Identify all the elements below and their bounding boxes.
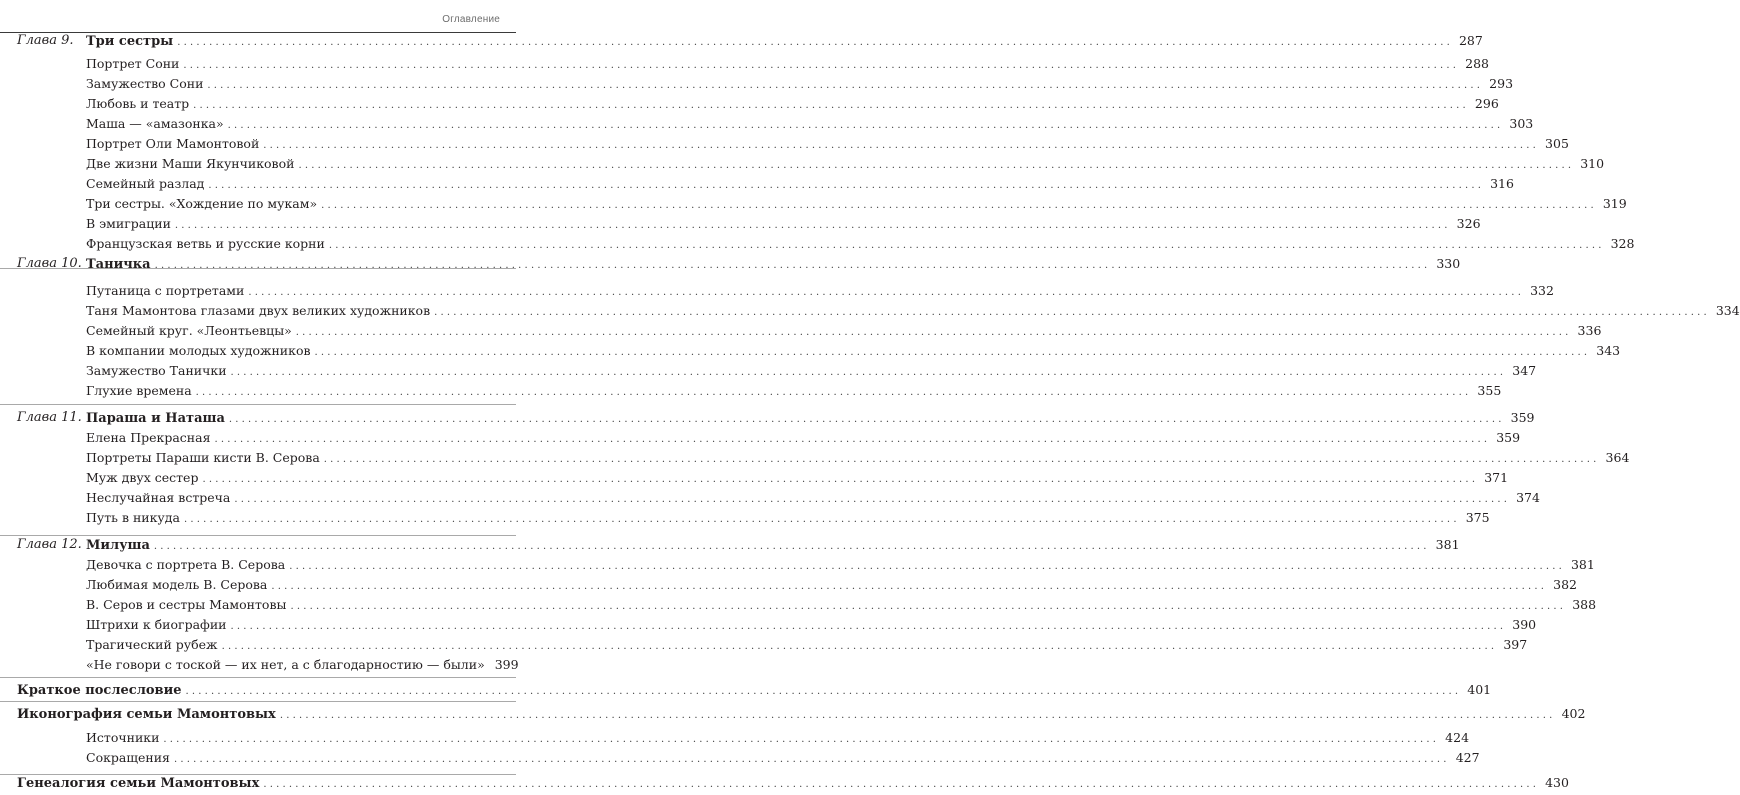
page-number: 326 [1456,216,1481,231]
toc-line [86,655,519,675]
page-number: 374 [1516,490,1540,505]
dot-leader: ........................................................................................................................................................................................................ [202,474,1479,485]
page-number: 305 [1545,136,1569,151]
toc-title: Трагический рубеж [86,637,218,652]
toc-line [17,773,1569,793]
toc-line [86,74,1514,94]
toc-title: Краткое послесловие [17,683,182,698]
toc-line [86,555,1595,575]
toc-entry-row [0,468,1509,488]
toc-line [86,301,1740,321]
toc-line [86,134,1569,154]
toc-line [86,575,1577,595]
toc-entry-row [0,281,1554,301]
page-number: 430 [1545,775,1569,790]
page-number: 310 [1580,156,1605,171]
toc-chapter-row [0,31,1483,51]
toc-line [86,448,1630,468]
page-number: 330 [1436,256,1461,271]
toc-title: Таничка [86,257,151,272]
page-number: 381 [1435,537,1460,552]
toc-entry-row [0,655,519,675]
toc-entry-row [0,448,1630,468]
toc-title: Штрихи к биографии [86,617,227,632]
page-number: 364 [1605,450,1630,465]
dot-leader: ........................................................................................................................................................................................................ [314,347,1591,358]
toc-entry-row [0,508,1490,528]
dot-leader: ........................................................................................................................................................................................................ [214,434,1491,445]
toc-line [86,488,1540,508]
page-number: 293 [1489,76,1514,91]
toc-entry-row [0,575,1577,595]
dot-leader: ........................................................................................................................................................................................................ [221,641,1498,652]
toc-line [86,361,1537,381]
dot-leader: ........................................................................................................................................................................................................ [248,287,1525,298]
toc-title: Французская ветвь и русские корни [86,236,325,251]
toc-title: Таня Мамонтова глазами двух великих художников [86,303,431,318]
toc-line [86,154,1605,174]
page-number: 375 [1465,510,1490,525]
toc-entry-row [0,615,1537,635]
dot-leader: ........................................................................................................................................................................................................ [271,581,1548,592]
dot-leader: ........................................................................................................................................................................................................ [227,120,1504,131]
toc-entry-row [0,361,1537,381]
toc-line [17,704,1586,724]
toc-entry-row [0,174,1514,194]
page-number: 371 [1484,470,1509,485]
toc-entry-row [0,321,1602,341]
dot-leader: ........................................................................................................................................................................................................ [207,80,1484,91]
page-number: 287 [1458,33,1483,48]
toc-title: Источники [86,730,160,745]
toc-line [86,31,1483,51]
toc-title: Милуша [86,538,150,553]
dot-leader: ........................................................................................................................................................................................................ [321,200,1597,211]
toc-title: Маша — «амазонка» [86,116,224,131]
toc-title: Две жизни Маши Якунчиковой [86,156,295,171]
dot-leader: ........................................................................................................................................................................................................ [323,454,1600,465]
toc-title: Три сестры. «Хождение по мукам» [86,196,318,211]
toc-chapter-row [0,408,1535,428]
toc-title: Портрет Сони [86,56,180,71]
toc-title: Любовь и театр [86,96,190,111]
dot-leader: ........................................................................................................................................................................................................ [153,541,1430,552]
toc-entry-row [0,154,1605,174]
toc-title: Сокращения [86,750,170,765]
toc-entry-row [0,214,1481,234]
page-number: 427 [1455,750,1480,765]
toc-entry-row [0,341,1621,361]
page-number: 355 [1477,383,1502,398]
toc-line [86,615,1537,635]
dot-leader: ........................................................................................................................................................................................................ [228,414,1505,425]
dot-leader: ........................................................................................................................................................................................................ [289,561,1565,572]
toc-section-row [0,704,1586,724]
toc-entry-row [0,635,1528,655]
toc-line [86,321,1602,341]
toc-line [86,114,1534,134]
toc-line [86,94,1499,114]
toc-chapter-row [0,254,1461,274]
toc-entry-row [0,595,1597,615]
toc-chapter-row [0,535,1460,555]
toc-line [86,194,1627,214]
toc-line [86,635,1528,655]
dot-leader: ........................................................................................................................................................................................................ [195,387,1472,398]
chapter-number: Глава 9. [17,33,74,48]
toc-title: Путаница с портретами [86,283,245,298]
page-number: 388 [1572,597,1597,612]
dot-leader: ........................................................................................................................................................................................................ [279,710,1556,721]
toc-entry-row [0,381,1502,401]
page-number: 382 [1553,577,1577,592]
dot-leader: ........................................................................................................................................................................................................ [263,140,1540,151]
dot-leader: ........................................................................................................................................................................................................ [173,754,1450,765]
toc-entry-row [0,94,1499,114]
dot-leader: ........................................................................................................................................................................................................ [230,621,1507,632]
toc-entry-row [0,114,1534,134]
section-separator [0,535,516,536]
dot-leader: ........................................................................................................................................................................................................ [234,494,1511,505]
toc-entry-row [0,428,1521,448]
toc-entry-row [0,234,1635,254]
toc-title: Семейный круг. «Леонтьевцы» [86,323,292,338]
toc-title: Глухие времена [86,383,192,398]
toc-entry-row [0,194,1627,214]
toc-line [86,428,1521,448]
section-separator [0,774,516,775]
toc-entry-row [0,74,1514,94]
page-number: 303 [1509,116,1534,131]
toc-line [86,408,1535,428]
dot-leader: ........................................................................................................................................................................................................ [295,327,1572,338]
toc-entry-row [0,134,1569,154]
toc-line [17,680,1492,700]
toc-line [86,728,1470,748]
toc-line [86,508,1490,528]
toc-title: Замужество Сони [86,76,204,91]
toc-title: Три сестры [86,34,174,49]
page-number: 397 [1503,637,1528,652]
toc-title: Елена Прекрасная [86,430,211,445]
page-number: 359 [1496,430,1521,445]
toc-title: Портреты Параши кисти В. Серова [86,450,320,465]
toc-section-row [0,773,1569,793]
dot-leader: ........................................................................................................................................................................................................ [154,260,1431,271]
dot-leader: ........................................................................................................................................................................................................ [290,601,1567,612]
toc-line [86,748,1480,768]
dot-leader: ........................................................................................................................................................................................................ [163,734,1440,745]
dot-leader: ........................................................................................................................................................................................................ [183,60,1460,71]
toc-title: Любимая модель В. Серова [86,577,268,592]
toc-entry-row [0,301,1740,321]
page-number: 424 [1445,730,1470,745]
dot-leader: ........................................................................................................................................................................................................ [298,160,1575,171]
page-number: 328 [1610,236,1635,251]
toc-title: Портрет Оли Мамонтовой [86,136,260,151]
dot-leader: ........................................................................................................................................................................................................ [434,307,1710,318]
toc-entry-row [0,54,1489,74]
section-separator [0,404,516,405]
toc-line [86,341,1621,361]
toc-line [86,595,1597,615]
toc-line [86,535,1460,555]
page-number: 334 [1715,303,1740,318]
toc-entry-row [0,488,1540,508]
dot-leader: ........................................................................................................................................................................................................ [328,240,1605,251]
page-number: 347 [1512,363,1537,378]
toc-line [86,214,1481,234]
toc-entry-row [0,555,1595,575]
page-number: 390 [1512,617,1537,632]
page-number: 336 [1577,323,1602,338]
toc-title: Генеалогия семьи Мамонтовых [17,776,260,791]
section-separator [0,701,516,702]
page-number: 381 [1570,557,1595,572]
dot-leader: ........................................................................................................................................................................................................ [185,686,1462,697]
toc-line [86,174,1514,194]
toc-line [86,254,1461,274]
section-separator [0,677,516,678]
dot-leader: ........................................................................................................................................................................................................ [263,779,1540,790]
dot-leader: ........................................................................................................................................................................................................ [208,180,1485,191]
toc-title: Муж двух сестер [86,470,199,485]
dot-leader: ........................................................................................................................................................................................................ [177,37,1453,48]
toc-title: Неслучайная встреча [86,490,231,505]
toc-title: «Не говори с тоской — их нет, а с благодарностию — были» [86,657,485,672]
page-number: 359 [1510,410,1535,425]
running-head-title: Оглавление [442,14,500,25]
chapter-number: Глава 12. [17,537,82,552]
chapter-number: Глава 11. [17,410,82,425]
page-number: 288 [1465,56,1489,71]
toc-title: Иконография семьи Мамонтовых [17,707,276,722]
page-number: 332 [1530,283,1554,298]
toc-line [86,281,1554,301]
section-separator [0,268,516,269]
toc-section-row [0,680,1492,700]
toc-title: Семейный разлад [86,176,205,191]
toc-entry-row [0,728,1470,748]
dot-leader: ........................................................................................................................................................................................................ [193,100,1469,111]
toc-title: В. Серов и сестры Мамонтовы [86,597,287,612]
toc-title: В компании молодых художников [86,343,311,358]
toc-line [86,468,1509,488]
toc-line [86,54,1489,74]
toc-line [86,234,1635,254]
chapter-number: Глава 10. [17,256,82,271]
page-number: 296 [1474,96,1499,111]
toc-entry-row [0,748,1480,768]
toc-title: Девочка с портрета В. Серова [86,557,286,572]
toc-title: Путь в никуда [86,510,180,525]
toc-title: Замужество Танички [86,363,227,378]
page-number: 316 [1490,176,1514,191]
toc-title: Параша и Наташа [86,411,225,426]
dot-leader: ........................................................................................................................................................................................................ [230,367,1507,378]
toc-line [86,381,1502,401]
page-number: 319 [1602,196,1627,211]
toc-title: В эмиграции [86,216,171,231]
dot-leader: ........................................................................................................................................................................................................ [183,514,1460,525]
page-number: 343 [1596,343,1621,358]
page-number: 402 [1561,706,1586,721]
page-number: 401 [1467,682,1492,697]
page-number: 399 [494,657,519,672]
dot-leader: ........................................................................................................................................................................................................ [174,220,1451,231]
